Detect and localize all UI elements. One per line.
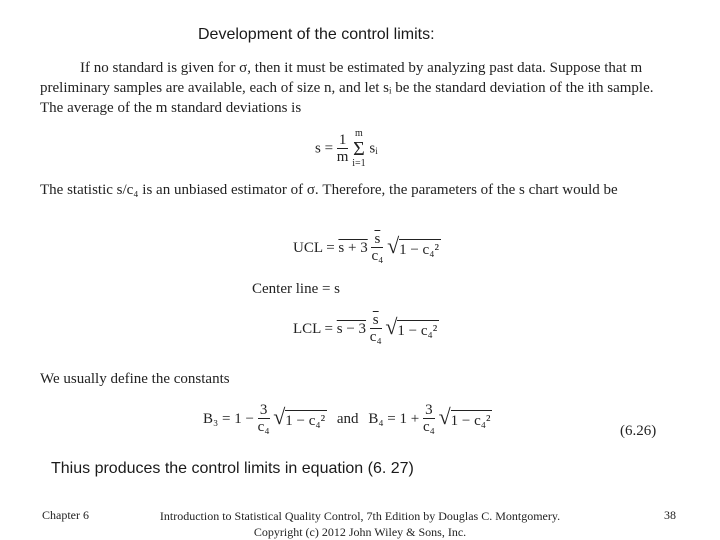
lcl-sqrt <box>385 313 439 340</box>
radical-sign: √ <box>387 232 400 258</box>
b4-frac-den: c₄ <box>422 419 435 435</box>
lcl-frac-den: c₄ <box>369 329 382 345</box>
footer-page-number: 38 <box>664 508 676 522</box>
lcl-rhs: s − 3 <box>336 320 367 337</box>
ucl-equation <box>293 232 441 265</box>
ucl-frac-den: c₄ <box>371 248 384 264</box>
ucl-sqrt <box>387 232 441 259</box>
lcl-radicand: 1 − c₄² <box>397 320 439 340</box>
b3-lhs: B₃ = 1 − <box>203 410 254 427</box>
slide-heading: Development of the control limits: <box>198 26 435 43</box>
ucl-rhs: s + 3 <box>338 239 368 256</box>
lcl-fraction <box>370 313 382 346</box>
b3-frac-den: c₄ <box>257 419 270 435</box>
footer-citation-line1: Introduction to Statistical Quality Control, 7th Edition by Douglas C. Montgomery. <box>159 509 561 523</box>
and-word: and <box>336 410 359 427</box>
b4-sqrt <box>438 403 493 430</box>
radical-sign: √ <box>385 313 398 339</box>
b3-sqrt <box>273 403 327 430</box>
b4-fraction <box>423 403 435 436</box>
sbar-numerator: 1 <box>337 133 349 149</box>
ucl-lhs: UCL = <box>293 239 335 256</box>
lcl-lhs: LCL = <box>293 320 333 337</box>
footer-citation-line2: Copyright (c) 2012 John Wiley & Sons, Inc. <box>253 525 467 539</box>
sum-upper: m <box>355 128 363 139</box>
radical-sign: √ <box>273 403 286 429</box>
b3-frac-num: 3 <box>258 403 270 419</box>
ucl-fraction <box>371 232 383 265</box>
paragraph-constants: We usually define the constants <box>40 371 230 387</box>
sigma-symbol: Σ <box>353 138 365 160</box>
sum-lower: i=1 <box>352 158 366 169</box>
equation-number: (6.26) <box>620 423 657 439</box>
b4-radicand: 1 − c₄² <box>451 410 493 430</box>
footer-chapter: Chapter 6 <box>42 508 89 522</box>
center-line-equation: Center line = s <box>252 281 341 297</box>
paragraph-intro: If no standard is given for σ, then it must be estimated by analyzing past data. Suppose that m preliminary samples are available, each of size n, and let sᵢ be the standard deviation of the ith sample. The average of the m standard deviations is <box>40 60 654 116</box>
summation <box>352 128 365 170</box>
conclusion-text: Thius produces the control limits in equation (6. 27) <box>51 460 414 477</box>
sum-term: sᵢ <box>369 140 378 157</box>
ucl-frac-num: $\overline{s}$ <box>371 232 383 248</box>
footer-citation <box>150 508 570 540</box>
sbar-lhs: s = <box>315 140 334 157</box>
b4-frac-num: 3 <box>423 403 435 419</box>
b3-radicand: 1 − c₄² <box>285 410 327 430</box>
sbar-denominator: m <box>336 148 349 165</box>
sbar-fraction <box>337 133 349 166</box>
b3-fraction <box>258 403 270 436</box>
ucl-radicand: 1 − c₄² <box>399 239 441 259</box>
radical-sign: √ <box>438 403 451 429</box>
sbar-equation <box>315 128 378 170</box>
lcl-equation <box>293 313 439 346</box>
b-constants-equation <box>203 403 492 436</box>
paragraph-estimator: The statistic s/c₄ is an unbiased estimator of σ. Therefore, the parameters of the s chart would be <box>40 182 618 198</box>
b4-lhs: B₄ = 1 + <box>368 410 420 427</box>
lcl-frac-num: $\overline{s}$ <box>370 313 382 329</box>
